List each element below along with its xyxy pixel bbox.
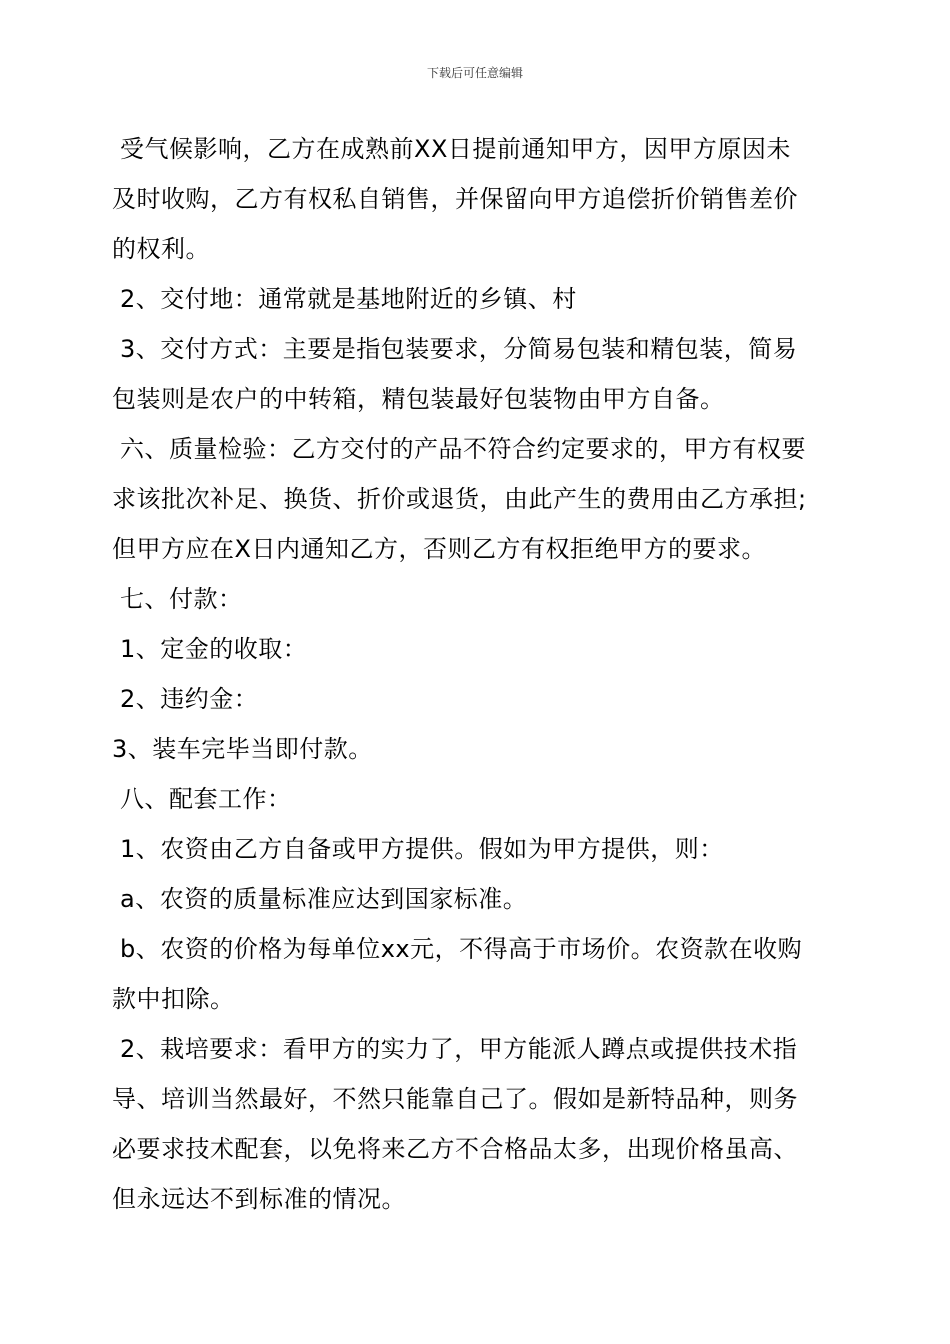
paragraph-line: 及时收购，乙方有权私自销售，并保留向甲方追偿折价销售差价 (112, 185, 798, 213)
paragraph-line: 六、质量检验：乙方交付的产品不符合约定要求的，甲方有权要 (120, 435, 806, 463)
paragraph-line: 包装则是农户的中转箱，精包装最好包装物由甲方自备。 (112, 385, 725, 413)
document-body (112, 124, 842, 1224)
paragraph-line: 2、交付地：通常就是基地附近的乡镇、村 (120, 285, 577, 313)
paragraph-line: 受气候影响，乙方在成熟前XX日提前通知甲方，因甲方原因未 (120, 135, 791, 163)
paragraph-line: 必要求技术配套，以免将来乙方不合格品太多，出现价格虽高、 (112, 1135, 798, 1163)
paragraph-line: 1、定金的收取： (120, 635, 308, 663)
page-header: 下载后可任意编辑 (426, 66, 523, 80)
paragraph-line: 的权利。 (112, 235, 210, 263)
paragraph-line: 3、交付方式：主要是指包装要求，分简易包装和精包装，简易 (120, 335, 798, 363)
paragraph-line: a、农资的质量标准应达到国家标准。 (120, 885, 528, 913)
paragraph-line: 3、装车完毕当即付款。 (112, 735, 373, 763)
paragraph-line: 但甲方应在X日内通知乙方，否则乙方有权拒绝甲方的要求。 (112, 535, 766, 563)
section-heading: 七、付款： (120, 585, 243, 613)
section-heading: 八、配套工作： (120, 785, 292, 813)
paragraph-line: b、农资的价格为每单位xx元，不得高于市场价。农资款在收购 (120, 935, 803, 963)
paragraph-line: 但永远达不到标准的情况。 (112, 1185, 406, 1213)
paragraph-line: 2、违约金： (120, 685, 259, 713)
paragraph-line: 2、栽培要求：看甲方的实力了，甲方能派人蹲点或提供技术指 (120, 1035, 798, 1063)
paragraph-line: 求该批次补足、换货、折价或退货，由此产生的费用由乙方承担; (112, 485, 807, 513)
paragraph-line: 导、培训当然最好，不然只能靠自己了。假如是新特品种，则务 (112, 1085, 798, 1113)
paragraph-line: 1、农资由乙方自备或甲方提供。假如为甲方提供，则： (120, 835, 724, 863)
paragraph-line: 款中扣除。 (112, 985, 235, 1013)
